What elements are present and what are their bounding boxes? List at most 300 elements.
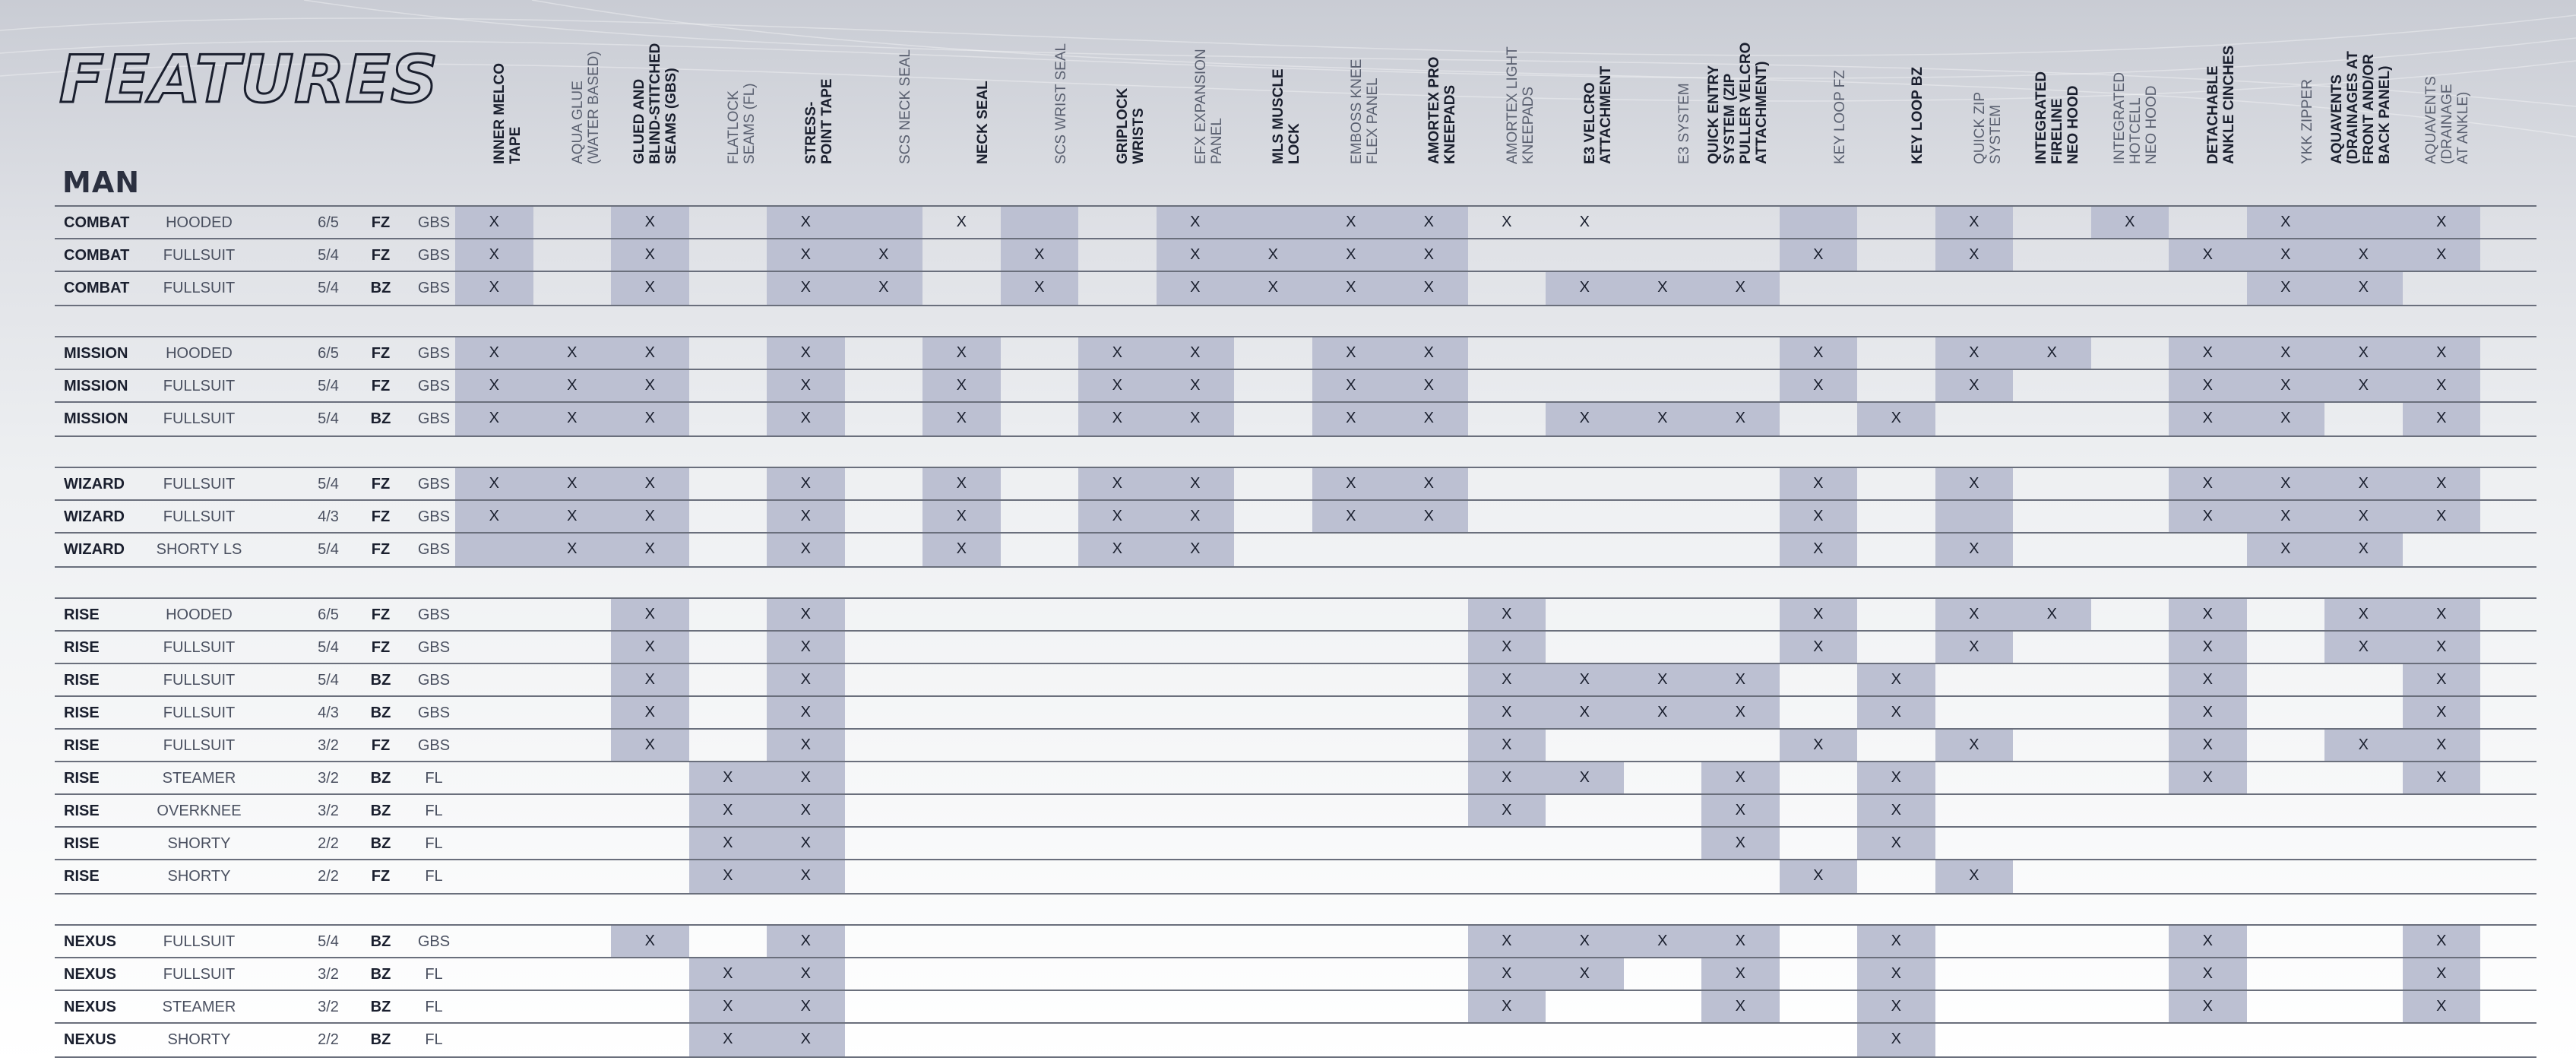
feature-cell: [1857, 795, 1935, 828]
feature-check-mark: X: [1969, 736, 1979, 753]
feature-check-mark: X: [1735, 279, 1745, 296]
thickness: 2/2: [318, 1031, 339, 1048]
feature-check-mark: X: [644, 475, 655, 492]
feature-cell: [2169, 501, 2247, 534]
feature-check-mark: X: [1579, 769, 1590, 786]
thickness: 5/4: [318, 672, 339, 689]
feature-cell: [1078, 468, 1157, 501]
feature-cell: [689, 1024, 767, 1056]
feature-cell: [1390, 370, 1468, 403]
feature-cell: [767, 468, 845, 501]
feature-check-mark: X: [644, 704, 655, 720]
feature-check-mark: X: [2046, 344, 2057, 361]
feature-check-mark: X: [2436, 736, 2447, 753]
suit-style: FULLSUIT: [163, 639, 236, 656]
table-row: [55, 859, 2536, 895]
feature-cell: [1780, 468, 1858, 501]
column-header-label: EMBOSS KNEE FLEX PANEL: [1348, 59, 1381, 164]
feature-cell: [2169, 730, 2247, 762]
feature-cell: [767, 664, 845, 697]
feature-cell: [455, 337, 533, 370]
feature-check-mark: X: [878, 246, 889, 263]
column-header-label: STRESS- POINT TAPE: [803, 78, 835, 164]
feature-check-mark: X: [2436, 769, 2447, 786]
feature-check-mark: X: [2202, 606, 2213, 622]
feature-cell: [1546, 958, 1624, 991]
feature-cell: [767, 534, 845, 566]
feature-check-mark: X: [644, 736, 655, 753]
feature-cell: [1935, 534, 2014, 566]
feature-check-mark: X: [1813, 475, 1824, 492]
suit-style: FULLSUIT: [163, 966, 236, 983]
suit-style: OVERKNEE: [157, 803, 242, 819]
seam-type: FL: [425, 803, 443, 819]
table-row: [55, 369, 2536, 403]
feature-cell: [1468, 730, 1546, 762]
feature-cell: [1546, 272, 1624, 305]
feature-check-mark: X: [2280, 214, 2291, 230]
feature-check-mark: X: [1112, 410, 1122, 426]
zip-type: BZ: [370, 672, 391, 689]
feature-check-mark: X: [1190, 410, 1201, 426]
feature-check-mark: X: [1423, 344, 1434, 361]
zip-type: BZ: [370, 803, 391, 819]
thickness: 2/2: [318, 835, 339, 852]
feature-cell: [455, 239, 533, 272]
feature-cell: [1780, 239, 1858, 272]
feature-check-mark: X: [1502, 606, 1512, 622]
feature-check-mark: X: [2202, 344, 2213, 361]
feature-check-mark: X: [1891, 410, 1901, 426]
feature-check-mark: X: [2280, 377, 2291, 394]
feature-check-mark: X: [1112, 475, 1122, 492]
feature-check-mark: X: [1502, 736, 1512, 753]
feature-check-mark: X: [1735, 704, 1745, 720]
feature-cell: [1701, 762, 1780, 795]
feature-check-mark: X: [2280, 410, 2291, 426]
feature-cell: [611, 239, 689, 272]
feature-cell: [455, 403, 533, 435]
feature-check-mark: X: [1346, 344, 1356, 361]
feature-check-mark: X: [1657, 933, 1668, 949]
model-name: RISE: [64, 803, 100, 819]
feature-cell: [2169, 370, 2247, 403]
feature-cell: [1312, 501, 1391, 534]
feature-cell: [1468, 207, 1546, 239]
feature-check-mark: X: [1190, 377, 1201, 394]
feature-cell: [1312, 272, 1391, 305]
feature-cell: [1780, 534, 1858, 566]
feature-cell: [1468, 991, 1546, 1024]
zip-type: FZ: [371, 606, 391, 623]
suit-style: FULLSUIT: [163, 280, 236, 296]
seam-type: GBS: [417, 541, 451, 558]
feature-check-mark: X: [644, 246, 655, 263]
feature-cell: [767, 860, 845, 893]
feature-cell: [1312, 337, 1391, 370]
feature-check-mark: X: [1502, 638, 1512, 655]
model-name: RISE: [64, 606, 100, 623]
feature-cell: [1312, 370, 1391, 403]
feature-cell: [1935, 337, 2014, 370]
feature-check-mark: X: [2358, 508, 2369, 524]
feature-check-mark: X: [1735, 410, 1745, 426]
feature-check-mark: X: [800, 540, 811, 557]
feature-check-mark: X: [1423, 279, 1434, 296]
column-header: [2423, 30, 2535, 164]
suit-style: FULLSUIT: [163, 410, 236, 427]
feature-check-mark: X: [1969, 638, 1979, 655]
feature-check-mark: X: [1969, 246, 1979, 263]
model-name: COMBAT: [64, 280, 130, 296]
seam-type: GBS: [417, 639, 451, 656]
feature-check-mark: X: [1891, 1031, 1901, 1047]
feature-cell: [1624, 272, 1702, 305]
page-title: FEATURES: [59, 42, 439, 118]
feature-check-mark: X: [2358, 540, 2369, 557]
feature-cell: [2169, 958, 2247, 991]
feature-cell: [1312, 403, 1391, 435]
suit-style: SHORTY: [167, 1031, 231, 1048]
feature-check-mark: X: [2358, 475, 2369, 492]
column-header-label: AMORTEX LIGHT KNEEPADS: [1504, 46, 1536, 164]
feature-cell: [611, 730, 689, 762]
seam-type: FL: [425, 966, 443, 983]
feature-check-mark: X: [2436, 965, 2447, 982]
seam-type: GBS: [417, 378, 451, 394]
feature-check-mark: X: [1112, 344, 1122, 361]
feature-cell: [1780, 207, 1858, 239]
feature-cell: [2169, 926, 2247, 958]
feature-cell: [767, 926, 845, 958]
feature-check-mark: X: [489, 410, 499, 426]
feature-check-mark: X: [1813, 540, 1824, 557]
feature-check-mark: X: [1813, 344, 1824, 361]
feature-cell: [1857, 664, 1935, 697]
feature-cell: [1078, 370, 1157, 403]
feature-cell: [1935, 730, 2014, 762]
feature-cell: [2247, 272, 2325, 305]
feature-check-mark: X: [1891, 671, 1901, 688]
feature-check-mark: X: [1423, 214, 1434, 230]
feature-check-mark: X: [1190, 214, 1201, 230]
feature-cell: [455, 468, 533, 501]
feature-check-mark: X: [2280, 475, 2291, 492]
feature-cell: [611, 337, 689, 370]
feature-cell: [1701, 403, 1780, 435]
feature-check-mark: X: [1969, 867, 1979, 884]
feature-cell: [767, 632, 845, 664]
column-header-label: NECK SEAL: [975, 81, 991, 164]
thickness: 5/4: [318, 933, 339, 950]
column-header-label: GLUED AND BLIND-STITCHED SEAMS (GBS): [631, 43, 679, 164]
feature-check-mark: X: [956, 214, 967, 230]
feature-cell: [922, 534, 1001, 566]
model-name: COMBAT: [64, 214, 130, 231]
feature-check-mark: X: [1346, 377, 1356, 394]
seam-type: GBS: [417, 345, 451, 362]
feature-check-mark: X: [1267, 246, 1278, 263]
feature-check-mark: X: [1579, 214, 1590, 230]
feature-cell: [1857, 958, 1935, 991]
feature-cell: [1312, 239, 1391, 272]
model-name: WIZARD: [64, 476, 125, 492]
zip-type: FZ: [371, 868, 391, 885]
feature-cell: [1857, 828, 1935, 860]
feature-cell: [611, 632, 689, 664]
feature-cell: [2403, 991, 2481, 1024]
thickness: 5/4: [318, 247, 339, 264]
feature-cell: [611, 501, 689, 534]
feature-check-mark: X: [1969, 475, 1979, 492]
feature-check-mark: X: [644, 279, 655, 296]
feature-cell: [2403, 958, 2481, 991]
feature-check-mark: X: [567, 475, 578, 492]
feature-check-mark: X: [1346, 508, 1356, 524]
thickness: 5/4: [318, 639, 339, 656]
feature-check-mark: X: [1579, 933, 1590, 949]
table-row: [55, 205, 2536, 239]
feature-cell: [1935, 860, 2014, 893]
column-header: [1831, 30, 1912, 164]
feature-check-mark: X: [1112, 377, 1122, 394]
feature-check-mark: X: [723, 769, 733, 786]
feature-cell: [1935, 370, 2014, 403]
feature-cell: [1935, 468, 2014, 501]
feature-check-mark: X: [1813, 867, 1824, 884]
feature-check-mark: X: [2202, 933, 2213, 949]
feature-check-mark: X: [1891, 998, 1901, 1015]
feature-check-mark: X: [567, 377, 578, 394]
feature-check-mark: X: [1657, 671, 1668, 688]
feature-check-mark: X: [1657, 279, 1668, 296]
thickness: 3/2: [318, 737, 339, 754]
feature-check-mark: X: [1423, 508, 1434, 524]
table-row: [55, 401, 2536, 437]
zip-type: BZ: [370, 410, 391, 427]
feature-cell: [455, 501, 533, 534]
thickness: 3/2: [318, 803, 339, 819]
feature-check-mark: X: [1891, 933, 1901, 949]
thickness: 5/4: [318, 280, 339, 296]
feature-check-mark: X: [489, 246, 499, 263]
column-header-label: E3 VELCRO ATTACHMENT: [1582, 65, 1614, 164]
feature-cell: [1546, 664, 1624, 697]
feature-cell: [1078, 534, 1157, 566]
feature-cell: [1312, 207, 1391, 239]
feature-check-mark: X: [1813, 377, 1824, 394]
thickness: 3/2: [318, 770, 339, 787]
feature-check-mark: X: [644, 638, 655, 655]
seam-type: GBS: [417, 476, 451, 492]
feature-cell: [2169, 762, 2247, 795]
feature-cell: [767, 1024, 845, 1056]
feature-check-mark: X: [2436, 246, 2447, 263]
feature-cell: [1234, 207, 1312, 239]
feature-cell: [2247, 534, 2325, 566]
feature-check-mark: X: [2202, 769, 2213, 786]
feature-cell: [2403, 501, 2481, 534]
feature-check-mark: X: [800, 508, 811, 524]
column-header-label: DETACHABLE ANKLE CINCHES: [2205, 45, 2237, 164]
column-header-label: AMORTEX PRO KNEEPADS: [1426, 56, 1458, 164]
feature-check-mark: X: [800, 834, 811, 851]
feature-check-mark: X: [2436, 998, 2447, 1015]
feature-check-mark: X: [2436, 933, 2447, 949]
feature-cell: [1857, 991, 1935, 1024]
feature-check-mark: X: [956, 344, 967, 361]
feature-check-mark: X: [1502, 704, 1512, 720]
feature-check-mark: X: [1657, 410, 1668, 426]
feature-cell: [1624, 697, 1702, 730]
model-name: COMBAT: [64, 247, 130, 264]
feature-check-mark: X: [800, 606, 811, 622]
feature-cell: [1468, 795, 1546, 828]
feature-cell: [1157, 272, 1235, 305]
feature-cell: [767, 337, 845, 370]
feature-check-mark: X: [1502, 965, 1512, 982]
feature-check-mark: X: [800, 344, 811, 361]
column-header-label: KEY LOOP FZ: [1831, 70, 1848, 164]
feature-check-mark: X: [2202, 410, 2213, 426]
feature-cell: [2169, 468, 2247, 501]
table-row: [55, 663, 2536, 697]
suit-style: FULLSUIT: [163, 705, 236, 721]
feature-cell: [767, 239, 845, 272]
suit-style: SHORTY: [167, 868, 231, 885]
feature-cell: [767, 958, 845, 991]
feature-cell: [1624, 403, 1702, 435]
feature-check-mark: X: [1579, 965, 1590, 982]
feature-check-mark: X: [1346, 214, 1356, 230]
thickness: 5/4: [318, 476, 339, 492]
feature-cell: [2169, 697, 2247, 730]
feature-check-mark: X: [1112, 540, 1122, 557]
feature-check-mark: X: [1969, 214, 1979, 230]
feature-cell: [767, 599, 845, 632]
feature-cell: [2403, 664, 2481, 697]
feature-check-mark: X: [800, 246, 811, 263]
feature-cell: [2091, 207, 2169, 239]
zip-type: BZ: [370, 933, 391, 950]
seam-type: GBS: [417, 214, 451, 231]
seam-type: FL: [425, 770, 443, 787]
feature-cell: [1546, 207, 1624, 239]
zip-type: BZ: [370, 999, 391, 1015]
feature-check-mark: X: [1502, 998, 1512, 1015]
feature-check-mark: X: [723, 965, 733, 982]
feature-cell: [1701, 664, 1780, 697]
feature-check-mark: X: [1579, 410, 1590, 426]
table-row: [55, 630, 2536, 664]
table-row: [55, 957, 2536, 991]
feature-check-mark: X: [489, 475, 499, 492]
feature-check-mark: X: [800, 410, 811, 426]
feature-check-mark: X: [2280, 540, 2291, 557]
feature-cell: [2324, 599, 2403, 632]
feature-check-mark: X: [1112, 508, 1122, 524]
feature-check-mark: X: [1579, 671, 1590, 688]
feature-check-mark: X: [489, 344, 499, 361]
feature-check-mark: X: [723, 998, 733, 1015]
feature-cell: [1157, 207, 1235, 239]
feature-cell: [1857, 697, 1935, 730]
feature-cell: [2403, 403, 2481, 435]
feature-cell: [767, 828, 845, 860]
thickness: 3/2: [318, 966, 339, 983]
thickness: 2/2: [318, 868, 339, 885]
thickness: 6/5: [318, 345, 339, 362]
feature-cell: [2247, 337, 2325, 370]
feature-cell: [1234, 272, 1312, 305]
feature-cell: [1468, 664, 1546, 697]
table-row: [55, 826, 2536, 860]
feature-check-mark: X: [956, 377, 967, 394]
model-name: NEXUS: [64, 1031, 116, 1048]
table-row: [55, 793, 2536, 828]
feature-check-mark: X: [2202, 736, 2213, 753]
feature-check-mark: X: [2358, 246, 2369, 263]
feature-check-mark: X: [1502, 671, 1512, 688]
feature-check-mark: X: [800, 377, 811, 394]
feature-check-mark: X: [800, 802, 811, 819]
feature-check-mark: X: [800, 736, 811, 753]
feature-cell: [922, 370, 1001, 403]
feature-check-mark: X: [2280, 508, 2291, 524]
feature-cell: [1624, 664, 1702, 697]
feature-cell: [1780, 730, 1858, 762]
feature-check-mark: X: [1034, 246, 1045, 263]
feature-cell: [767, 697, 845, 730]
feature-cell: [845, 207, 923, 239]
feature-cell: [1701, 795, 1780, 828]
feature-cell: [611, 207, 689, 239]
feature-cell: [1701, 697, 1780, 730]
feature-cell: [2324, 337, 2403, 370]
seam-type: GBS: [417, 508, 451, 525]
feature-cell: [2169, 599, 2247, 632]
feature-check-mark: X: [567, 508, 578, 524]
feature-cell: [2324, 730, 2403, 762]
feature-check-mark: X: [800, 933, 811, 949]
feature-cell: [1546, 926, 1624, 958]
column-header: [1706, 30, 1834, 164]
feature-cell: [1312, 468, 1391, 501]
model-name: MISSION: [64, 378, 128, 394]
feature-cell: [611, 534, 689, 566]
feature-check-mark: X: [2202, 475, 2213, 492]
feature-cell: [611, 370, 689, 403]
table-row: [55, 532, 2536, 568]
feature-cell: [689, 958, 767, 991]
column-header-label: EFX EXPANSION PANEL: [1192, 49, 1225, 164]
feature-cell: [1157, 370, 1235, 403]
table-row: [55, 990, 2536, 1024]
feature-cell: [2403, 207, 2481, 239]
feature-cell: [1157, 501, 1235, 534]
feature-cell: [2169, 632, 2247, 664]
table-row: [55, 336, 2536, 370]
feature-check-mark: X: [1346, 279, 1356, 296]
feature-cell: [1701, 958, 1780, 991]
feature-cell: [1468, 958, 1546, 991]
feature-cell: [2324, 468, 2403, 501]
feature-check-mark: X: [1969, 377, 1979, 394]
feature-check-mark: X: [1735, 802, 1745, 819]
feature-cell: [767, 501, 845, 534]
features-table: [55, 0, 2536, 1064]
feature-cell: [922, 337, 1001, 370]
